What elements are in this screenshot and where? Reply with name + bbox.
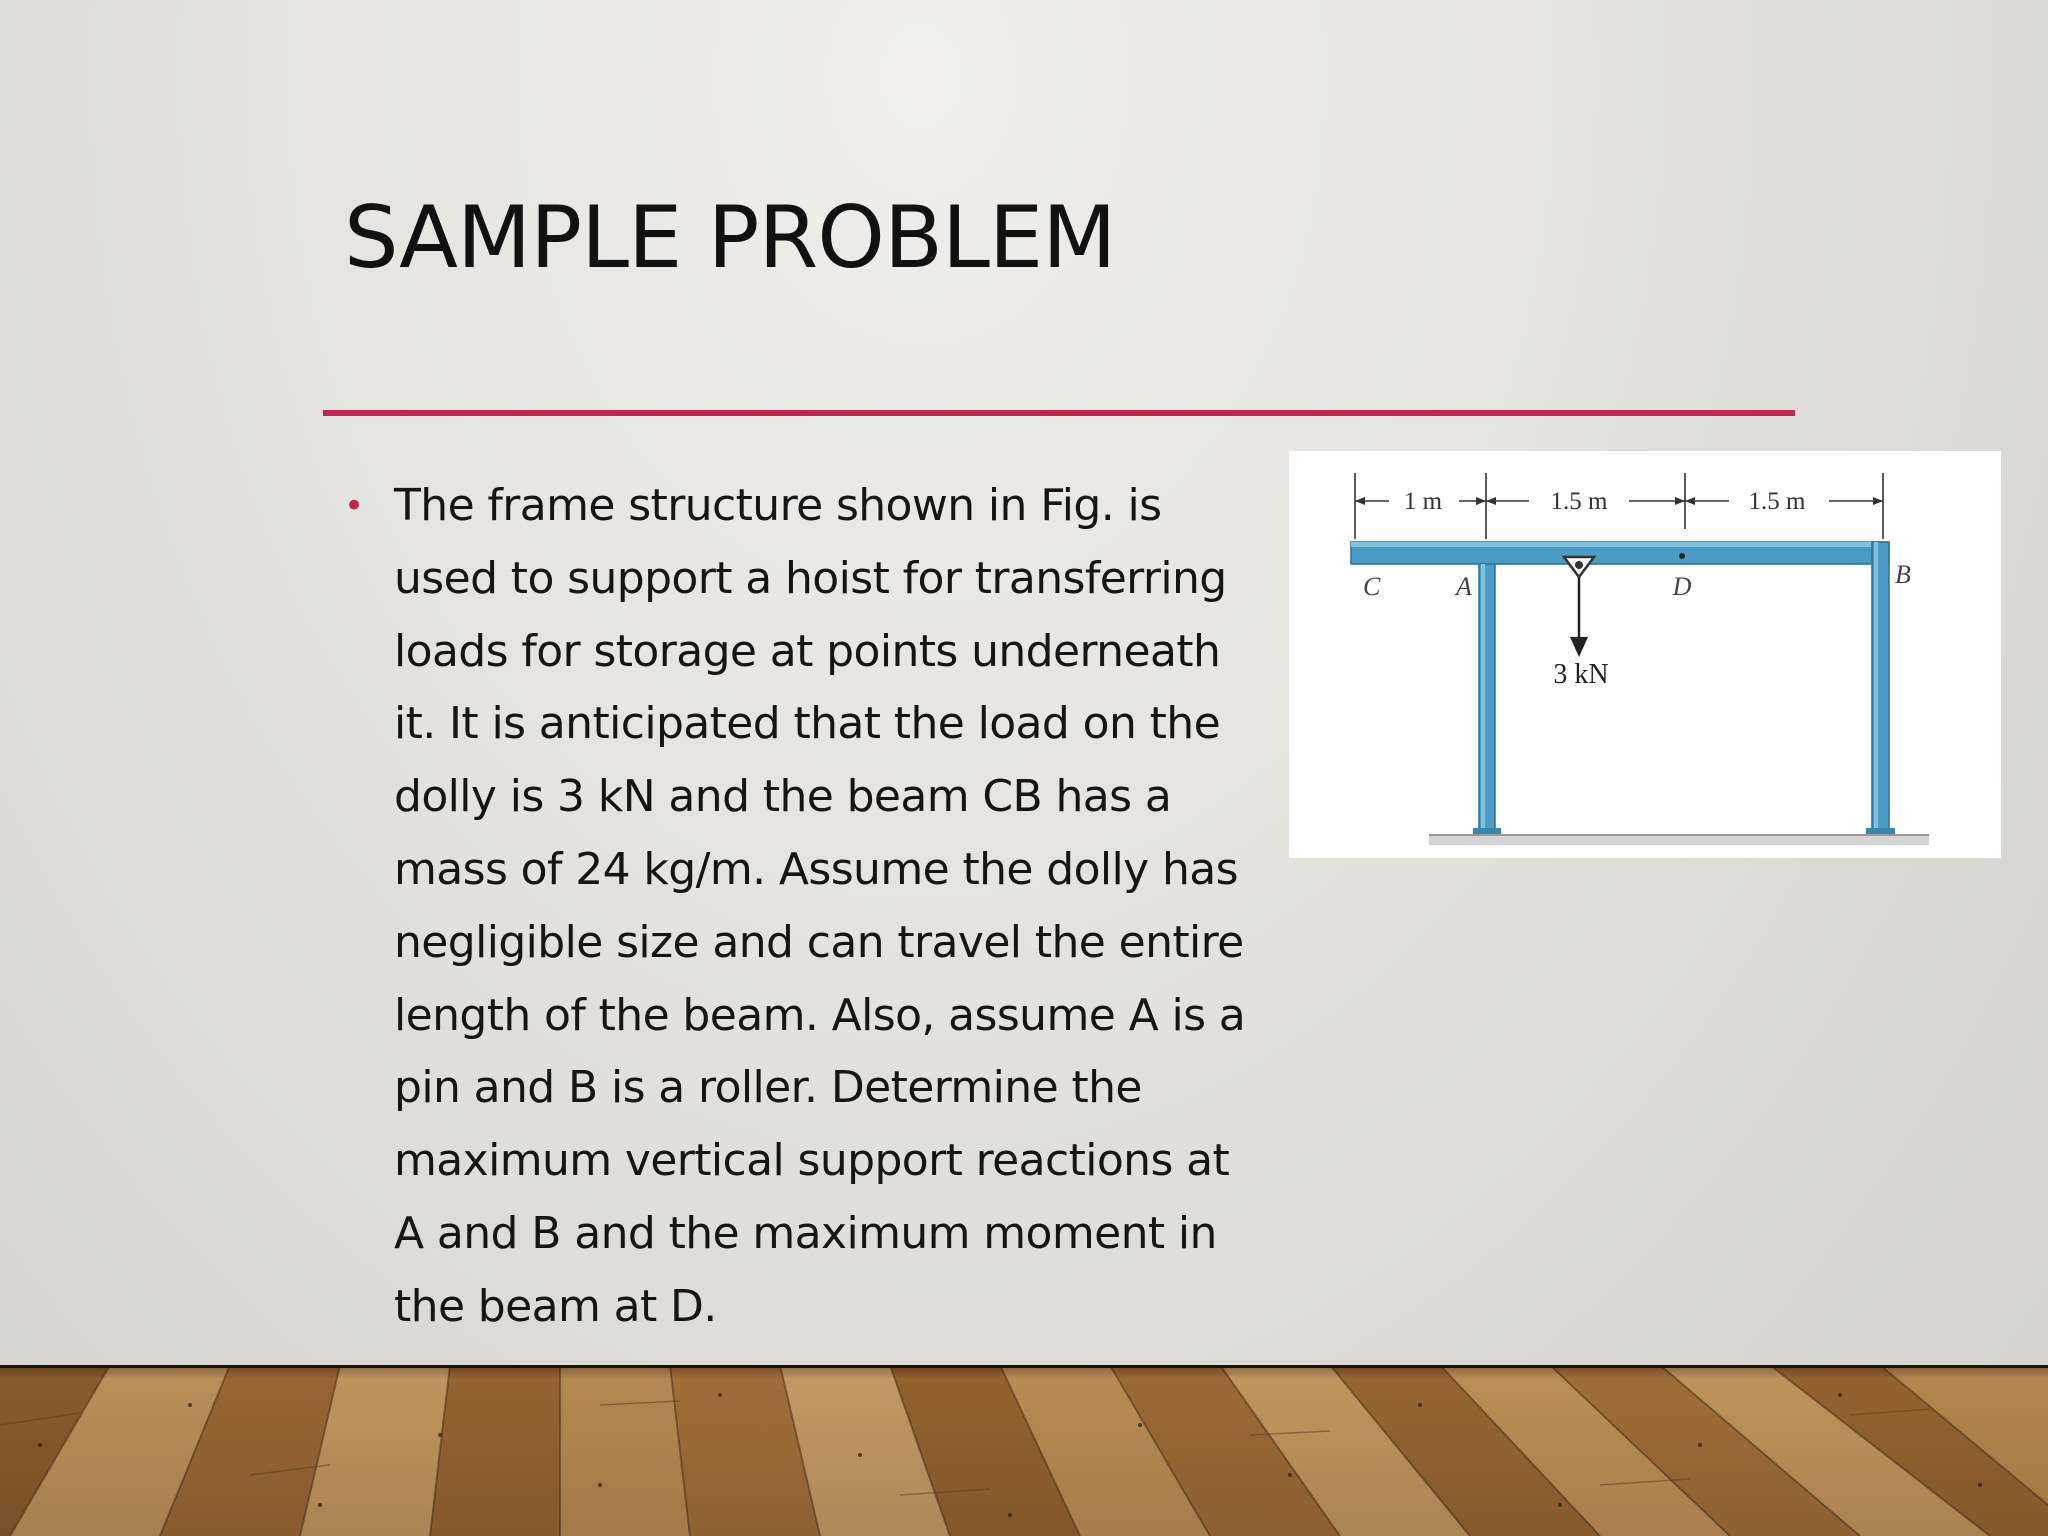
bullet-dot: • <box>344 486 364 526</box>
label-b: B <box>1895 560 1911 589</box>
load-arrow-head <box>1570 637 1588 657</box>
problem-statement: The frame structure shown in Fig. is used to support a hoist for transferring loads for storage at points underneath it. It is anticipated that the load on the dolly is 3 kN and the beam CB has a mass of 24 kg/m. Assume the dolly has negligible size and can travel the entire length of the beam. Also, assume A is a pin and B is a roller. Determine the maximum vertical support reactions at A and B and the maximum moment in the beam at D. <box>394 480 1246 1332</box>
label-c: C <box>1363 572 1381 601</box>
dolly-hoist <box>1564 557 1594 657</box>
title-underline <box>323 410 1795 416</box>
load-label: 3 kN <box>1553 659 1609 690</box>
ground <box>1429 835 1929 845</box>
bullet-list <box>340 470 1260 1344</box>
wood-floor <box>0 1365 2048 1536</box>
label-d: D <box>1672 572 1692 601</box>
dimension-cb-label: 1 m <box>1403 488 1443 515</box>
label-a: A <box>1456 572 1472 601</box>
dimension-db-label: 1.5 m <box>1748 488 1806 515</box>
bullet-item <box>340 470 1260 1344</box>
point-d-marker <box>1679 553 1685 559</box>
slide-title: SAMPLE PROBLEM <box>344 188 1116 288</box>
dimension-ad-label: 1.5 m <box>1550 488 1608 515</box>
frame-figure <box>1289 451 2001 858</box>
